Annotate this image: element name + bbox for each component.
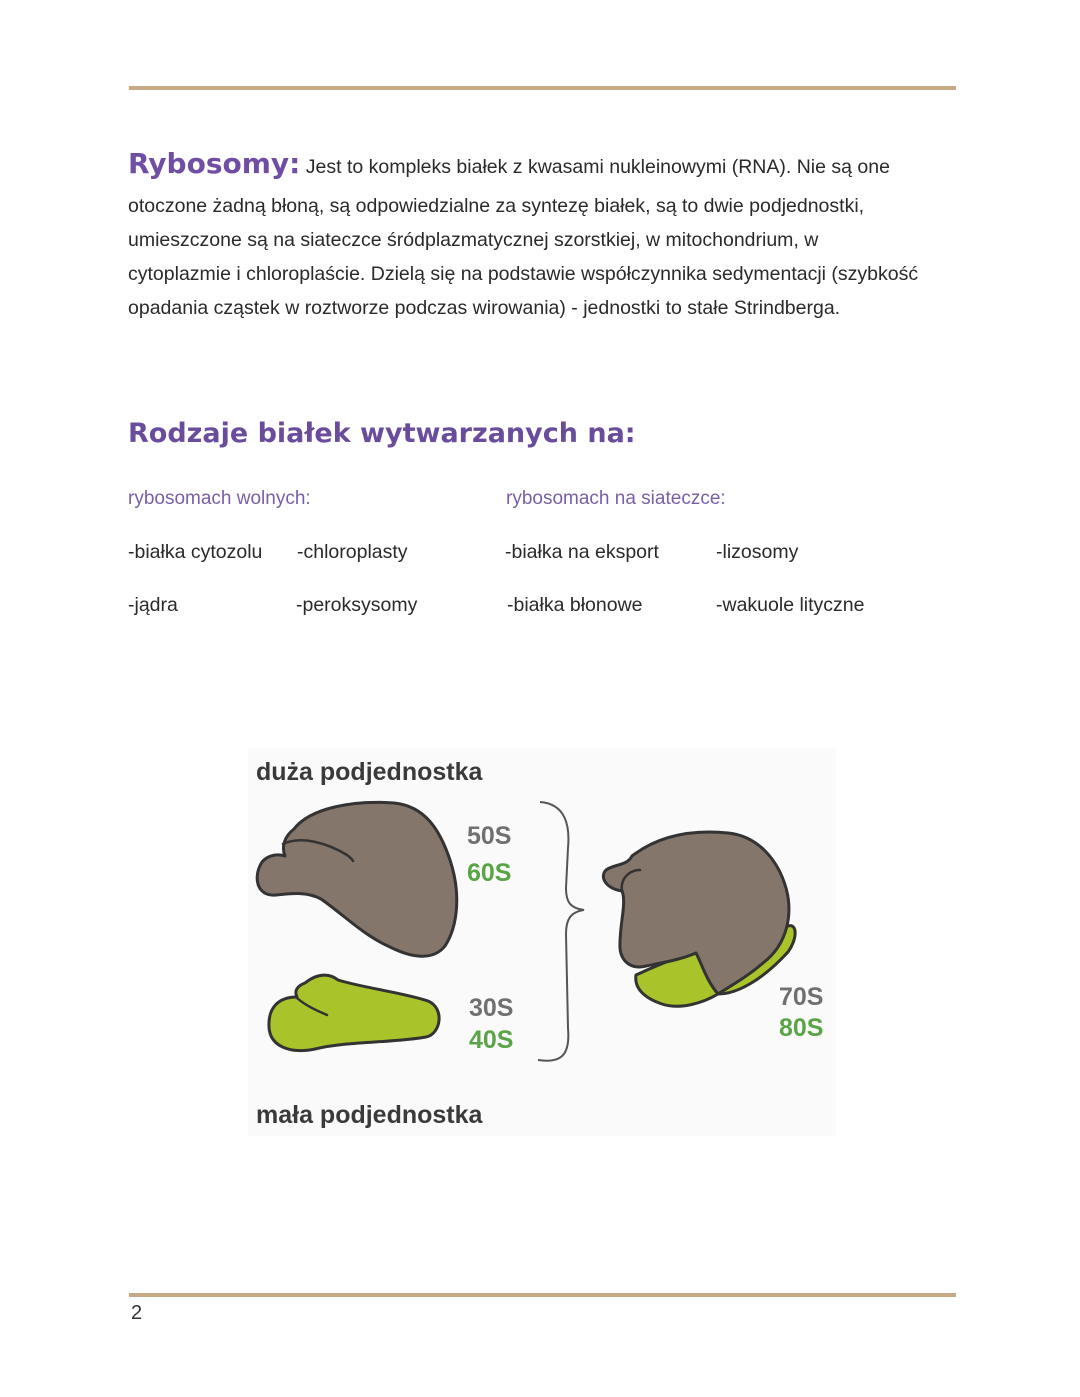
large-prok-value: 50S bbox=[467, 822, 512, 850]
ribosome-diagram bbox=[248, 748, 836, 1136]
free-item: -peroksysomy bbox=[296, 594, 418, 616]
small-prok-value: 30S bbox=[469, 994, 514, 1022]
intro-line-1: Jest to kompleks białek z kwasami nukleinowymi (RNA). Nie są one bbox=[305, 156, 890, 178]
large-euk-value: 60S bbox=[467, 859, 512, 887]
large-subunit-label: duża podjednostka bbox=[256, 758, 483, 786]
bound-item: -białka błonowe bbox=[507, 594, 643, 616]
free-ribosomes-title: rybosomach wolnych: bbox=[128, 488, 311, 509]
small-subunit-shape bbox=[269, 975, 439, 1050]
small-subunit-label: mała podjednostka bbox=[256, 1101, 483, 1129]
intro-line-2: otoczone żadną błoną, są odpowiedzialne za syntezę białek, są to dwie podjednostki, bbox=[128, 195, 865, 217]
intro-line-3: umieszczone są na siateczce śródplazmatycznej szorstkiej, w mitochondrium, w bbox=[128, 229, 819, 251]
whole-prok-value: 70S bbox=[779, 983, 824, 1011]
intro-line-4: cytoplazmie i chloroplaście. Dzielą się na podstawie współczynnika sedymentacji (szybkość bbox=[128, 263, 919, 285]
page-number: 2 bbox=[131, 1302, 143, 1324]
bound-item: -lizosomy bbox=[716, 541, 799, 563]
section-heading: Rodzaje białek wytwarzanych na: bbox=[128, 418, 636, 449]
intro-first-line bbox=[128, 142, 958, 189]
term-rybosomy: Rybosomy: bbox=[128, 147, 301, 180]
bound-item: -wakuole lityczne bbox=[716, 594, 865, 616]
intro-paragraph bbox=[128, 142, 958, 325]
top-divider bbox=[129, 86, 956, 90]
bound-item: -białka na eksport bbox=[505, 541, 659, 563]
free-item: -jądra bbox=[128, 594, 178, 616]
intro-line-5: opadania cząstek w roztworze podczas wirowania) - jednostki to stałe Strindberga. bbox=[128, 297, 841, 319]
small-euk-value: 40S bbox=[469, 1026, 514, 1054]
free-item: -białka cytozolu bbox=[128, 541, 263, 563]
ribosome-svg bbox=[248, 748, 836, 1136]
free-item: -chloroplasty bbox=[297, 541, 408, 563]
bottom-divider bbox=[129, 1293, 956, 1297]
curly-brace bbox=[538, 802, 584, 1061]
whole-euk-value: 80S bbox=[779, 1014, 824, 1042]
bound-ribosomes-title: rybosomach na siateczce: bbox=[506, 488, 726, 509]
large-subunit-shape bbox=[257, 802, 457, 956]
